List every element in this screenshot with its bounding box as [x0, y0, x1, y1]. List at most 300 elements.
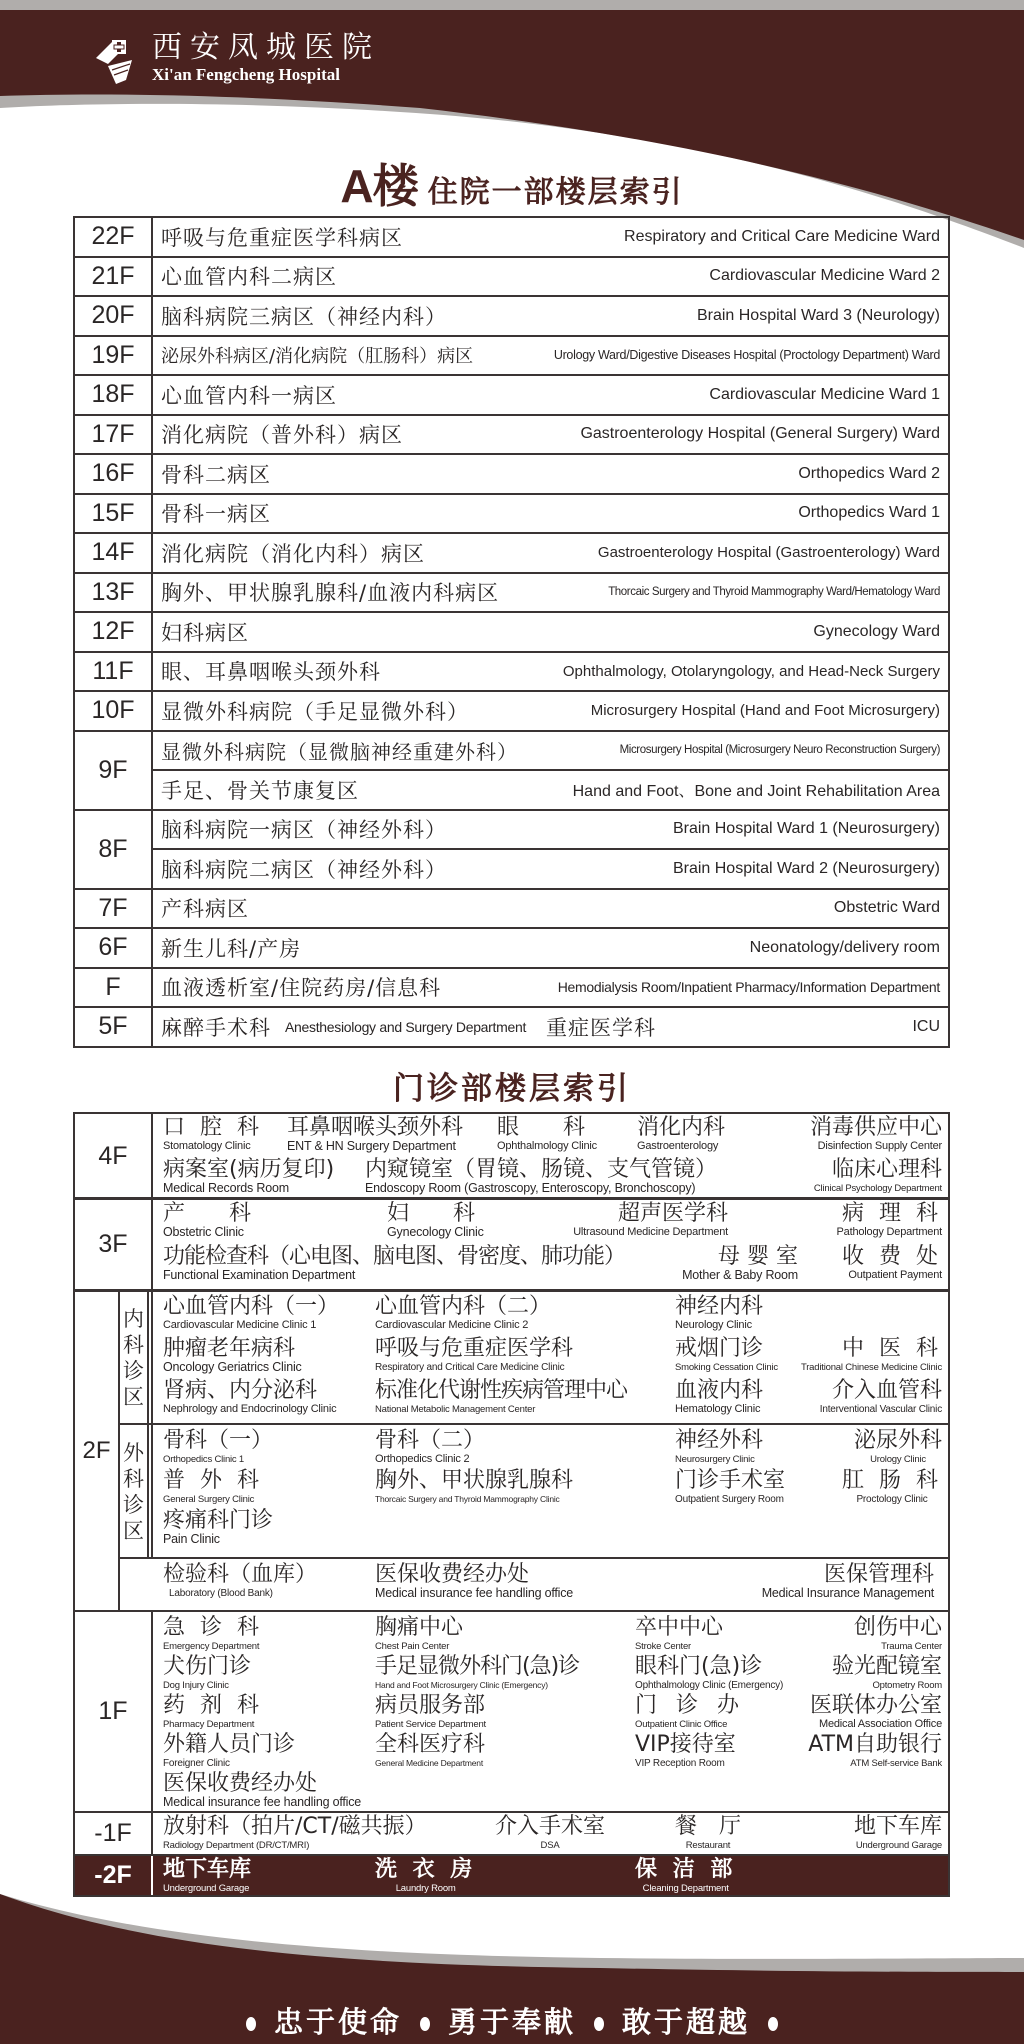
department — [375, 1655, 579, 1692]
department — [832, 1655, 942, 1692]
dept-en: Trauma Center — [881, 1641, 942, 1652]
department — [675, 1469, 785, 1506]
floor-row — [74, 849, 949, 889]
department — [375, 1379, 627, 1416]
dept-en: Hand and Foot Microsurgery Clinic (Emergency) — [375, 1680, 548, 1690]
department — [762, 1563, 934, 1600]
floor-row — [74, 810, 949, 850]
floor-block-b1 — [73, 1811, 950, 1856]
ward-cn: 脑科病院一病区（神经外科） — [161, 818, 447, 843]
dept-cn: 眼科门(急)诊 — [635, 1654, 763, 1679]
inpatient-subtitle: 住院一部楼层索引 — [427, 175, 684, 210]
dept-en: Outpatient Clinic Office — [635, 1719, 728, 1730]
floor-number: 20F — [74, 296, 152, 336]
floor-row — [74, 968, 949, 1008]
dept-en: Endoscopy Room (Gastroscopy, Enteroscopy, Bronchoscopy) — [365, 1181, 696, 1195]
department — [635, 1616, 723, 1653]
dept-cn: 血液内科 — [675, 1378, 764, 1403]
department — [675, 1815, 741, 1852]
ward-en: Cardiovascular Medicine Ward 2 — [709, 267, 940, 285]
dept-cn: 外籍人员门诊 — [163, 1732, 296, 1757]
dept-en: Medical insurance fee handling office — [163, 1795, 362, 1809]
ward-cn: 消化病院（普外科）病区 — [161, 423, 403, 448]
department — [163, 1563, 317, 1600]
slogan-item: 勇于奉献 — [447, 2005, 576, 2039]
dept-en: Ophthalmology Clinic — [497, 1140, 597, 1152]
dept-cn: 超声医学科 — [617, 1201, 728, 1226]
department — [163, 1337, 302, 1374]
divider — [120, 1557, 948, 1559]
floor-number: 10F — [74, 691, 152, 731]
ward-en: Respiratory and Critical Care Medicine Ward — [624, 227, 940, 245]
ward-en: Ophthalmology, Otolaryngology, and Head-Neck Surgery — [562, 662, 940, 680]
department — [375, 1469, 573, 1506]
dept-en: Nephrology and Endocrinology Clinic — [163, 1403, 337, 1415]
dept-en: Orthopedics Clinic 1 — [163, 1454, 245, 1465]
dept-en: Thorcaic Surgery and Thyroid Mammography Clinic — [375, 1494, 560, 1504]
floor-number: 2F — [75, 1291, 120, 1610]
floor-row — [74, 652, 949, 692]
floor-number: 16F — [74, 454, 152, 494]
dept-cn: 急 诊 科 — [163, 1615, 263, 1640]
dept-en: Ophthalmology Clinic (Emergency) — [635, 1680, 784, 1691]
dept-en: Pain Clinic — [163, 1532, 220, 1546]
dept-cn: 药 剂 科 — [163, 1693, 263, 1718]
ward-en: Thorcaic Surgery and Thyroid Mammography Ward/Hematology Ward — [608, 586, 940, 599]
floor-row — [74, 533, 949, 573]
dept-cn: 胸外、甲状腺乳腺科 — [375, 1468, 574, 1493]
floor-block-3f — [73, 1197, 950, 1292]
floor-row — [74, 691, 949, 731]
dept-cn: 检验科（血库） — [163, 1562, 318, 1587]
dept-cn: 心血管内科（二） — [375, 1294, 552, 1319]
floor-row — [74, 612, 949, 652]
ward-cn: 显微外科病院（手足显微外科） — [161, 699, 469, 724]
ward-en: Microsurgery Hospital (Hand and Foot Microsurgery) — [590, 702, 940, 720]
ward-cn: 消化病院（消化内科）病区 — [161, 541, 425, 566]
floor-number: 9F — [74, 731, 152, 810]
dept-en: Pharmacy Department — [163, 1719, 255, 1730]
department — [387, 1202, 484, 1239]
dept-en: Medical Insurance Management — [761, 1586, 934, 1600]
ward-cn: 心血管内科一病区 — [161, 383, 337, 408]
dept-en: Functional Examination Department — [163, 1268, 356, 1282]
dept-cn: 手足显微外科门(急)诊 — [375, 1654, 580, 1679]
dept-en: Laundry Room — [395, 1883, 456, 1894]
department — [163, 1616, 263, 1653]
department — [163, 1655, 251, 1692]
ward-cn: 脑科病院二病区（神经外科） — [161, 857, 447, 882]
ward-en: Anesthesiology and Surgery Department — [285, 1018, 527, 1035]
dept-en: Medical insurance fee handling office — [375, 1586, 574, 1600]
hospital-hands-cross-icon — [88, 30, 144, 86]
ward-cn: 显微外科病院（显微脑神经重建外科） — [161, 739, 518, 764]
dept-cn: 犬伤门诊 — [163, 1654, 252, 1679]
dept-en: Outpatient Payment — [848, 1269, 942, 1281]
ward-cn: 麻醉手术科 — [161, 1015, 271, 1040]
dept-cn: 耳鼻咽喉头颈外科 — [287, 1115, 464, 1140]
dept-en: National Metabolic Management Center — [375, 1404, 536, 1415]
ward-en: Microsurgery Hospital (Microsurgery Neuro Reconstruction Surgery) — [619, 744, 940, 757]
floor-row — [74, 257, 949, 297]
floor-row — [74, 454, 949, 494]
ward-en: Gynecology Ward — [813, 622, 940, 640]
department — [163, 1469, 263, 1506]
ward-cn: 脑科病院三病区（神经内科） — [161, 304, 447, 329]
dept-en: Outpatient Surgery Room — [675, 1494, 784, 1505]
floor-number: 13F — [74, 573, 152, 613]
department — [497, 1116, 597, 1153]
ward-en: Brain Hospital Ward 3 (Neurology) — [696, 306, 940, 324]
dept-en: Pathology Department — [836, 1226, 942, 1238]
dept-en: VIP Reception Room — [635, 1758, 725, 1769]
dept-en: Stroke Center — [635, 1641, 692, 1652]
dept-cn: 内窥镜室（胃镜、肠镜、支气管镜） — [365, 1157, 718, 1182]
floor-number: F — [74, 968, 152, 1008]
department — [801, 1337, 942, 1374]
ward-en: Brain Hospital Ward 1 (Neurosurgery) — [672, 820, 940, 838]
floor-block-4f — [73, 1112, 950, 1200]
dept-cn: 全科医疗科 — [375, 1732, 486, 1757]
ward-cn: 骨科二病区 — [161, 462, 271, 487]
divider — [120, 1423, 948, 1425]
floor-number: 17F — [74, 415, 152, 455]
floor-number: -2F — [75, 1856, 153, 1895]
department — [635, 1655, 783, 1692]
dept-cn: 门 诊 办 — [635, 1693, 745, 1718]
dept-cn: 心血管内科（一） — [163, 1294, 340, 1319]
floor-row — [74, 296, 949, 336]
dept-en: Patient Service Department — [375, 1719, 486, 1730]
dept-en: Cardiovascular Medicine Clinic 1 — [163, 1319, 317, 1331]
ward-en: Urology Ward/Digestive Diseases Hospital (Proctology Department) Ward — [553, 348, 940, 363]
dept-cn: 神经内科 — [675, 1294, 764, 1319]
dept-cn: 医保收费经办处 — [375, 1562, 530, 1587]
dept-cn: 肛 肠 科 — [842, 1468, 942, 1493]
dept-cn: 放射科（拍片/CT/磁共振） — [163, 1814, 427, 1839]
ward-cn: 泌尿外科病区/消化病院（肛肠科）病区 — [161, 346, 474, 368]
dept-en: Gastroenterology — [637, 1140, 719, 1152]
dept-en: Restaurant — [685, 1840, 731, 1851]
department — [163, 1733, 295, 1770]
ward-en: Neonatology/delivery room — [749, 938, 940, 956]
department — [675, 1429, 763, 1466]
dept-cn: 眼 科 — [497, 1115, 586, 1140]
dept-cn: 门诊手术室 — [675, 1468, 786, 1493]
dept-cn: 产 科 — [163, 1201, 252, 1226]
floor-number: 14F — [74, 533, 152, 573]
hospital-logo — [88, 30, 380, 86]
floor-row — [74, 928, 949, 968]
dept-en: Laboratory (Blood Bank) — [169, 1588, 273, 1599]
dept-cn: 肿瘤老年病科 — [163, 1336, 296, 1361]
dept-en: Smoking Cessation Clinic — [675, 1362, 778, 1373]
inpatient-floor-table — [73, 216, 950, 1048]
department — [163, 1509, 273, 1546]
dept-cn: 消化内科 — [637, 1115, 726, 1140]
floor-row — [74, 770, 949, 810]
dept-cn: 医联体办公室 — [809, 1693, 942, 1718]
department — [163, 1858, 251, 1895]
dept-cn: 介入血管科 — [831, 1378, 942, 1403]
department — [375, 1337, 573, 1374]
department — [842, 1245, 942, 1282]
ward-cn: 胸外、甲状腺乳腺科/血液内科病区 — [161, 581, 500, 606]
department — [675, 1295, 763, 1332]
floor-number: -1F — [75, 1813, 153, 1854]
dept-cn: 保 洁 部 — [635, 1857, 737, 1882]
department — [837, 1202, 942, 1239]
department — [375, 1429, 485, 1466]
department — [287, 1116, 463, 1153]
slogan-item: 敢于超越 — [622, 2005, 751, 2039]
department — [635, 1858, 736, 1895]
dept-cn: 骨科（一） — [163, 1428, 274, 1453]
dept-en: Medical Records Room — [163, 1181, 289, 1195]
dept-en: Mother & Baby Room — [682, 1268, 798, 1282]
dept-en: General Surgery Clinic — [163, 1494, 255, 1505]
dept-en: Emergency Department — [163, 1641, 260, 1652]
dept-cn: 临床心理科 — [831, 1157, 942, 1182]
dept-cn: 母 婴 室 — [718, 1244, 798, 1269]
dept-cn: 中 医 科 — [842, 1336, 942, 1361]
department — [495, 1815, 605, 1852]
floor-block-2f — [73, 1289, 950, 1612]
inpatient-title — [0, 150, 1024, 216]
ward-cn: 心血管内科二病区 — [161, 265, 337, 290]
outpatient-title: 门诊部楼层索引 — [393, 1071, 631, 1107]
dept-en: DSA — [540, 1840, 560, 1851]
dept-cn: 功能检查科（心电图、脑电图、骨密度、肺功能） — [163, 1244, 626, 1269]
dept-en: Radiology Department (DR/CT/MRI) — [163, 1840, 310, 1851]
department — [375, 1858, 476, 1895]
ward-en: Obstetric Ward — [833, 899, 940, 917]
department — [163, 1295, 339, 1332]
floor-row — [74, 336, 949, 376]
dept-en: Underground Garage — [163, 1883, 250, 1894]
floor-row — [74, 415, 949, 455]
bullet-icon — [594, 2017, 604, 2031]
floor-number: 8F — [74, 810, 152, 889]
department — [163, 1116, 263, 1153]
department — [375, 1616, 463, 1653]
dept-en: Traditional Chinese Medicine Clinic — [800, 1362, 942, 1373]
ward-cn: 新生儿科/产房 — [161, 936, 302, 961]
dept-cn: 验光配镜室 — [831, 1654, 942, 1679]
dept-cn: 消毒供应中心 — [809, 1115, 942, 1140]
floor-number: 3F — [75, 1199, 153, 1290]
floor-number: 21F — [74, 257, 152, 297]
floor-number: 12F — [74, 612, 152, 652]
floor-number: 11F — [74, 652, 152, 692]
dept-en: Disinfection Supply Center — [817, 1140, 942, 1152]
dept-en: Hematology Clinic — [675, 1403, 761, 1415]
department — [635, 1694, 745, 1731]
dept-cn: 医保收费经办处 — [163, 1771, 318, 1796]
ward-en: Gastroenterology Hospital (General Surgery) Ward — [580, 425, 940, 443]
dept-en: ATM Self-service Bank — [850, 1758, 942, 1769]
department — [814, 1158, 942, 1195]
department — [854, 1616, 942, 1653]
dept-en: Proctology Clinic — [856, 1494, 928, 1505]
dept-cn: 创伤中心 — [853, 1615, 942, 1640]
dept-cn: 口 腔 科 — [163, 1115, 263, 1140]
ward-cn: 手足、骨关节康复区 — [161, 778, 359, 803]
dept-cn: 呼吸与危重症医学科 — [375, 1336, 574, 1361]
ward-en: Orthopedics Ward 1 — [798, 504, 940, 522]
dept-cn: 泌尿外科 — [853, 1428, 942, 1453]
department — [637, 1116, 725, 1153]
internal-medicine-zone-label: 内 科 诊 区 — [120, 1291, 149, 1425]
dept-cn: 神经外科 — [675, 1428, 764, 1453]
department — [842, 1469, 942, 1506]
department — [810, 1116, 942, 1153]
dept-cn: 标准化代谢性疾病管理中心 — [375, 1378, 628, 1403]
floor-row — [74, 1007, 949, 1047]
dept-en: Optometry Room — [872, 1680, 942, 1691]
department — [810, 1694, 942, 1731]
dept-en: Stomatology Clinic — [163, 1140, 251, 1152]
dept-en: Neurosurgery Clinic — [675, 1454, 755, 1465]
dept-en: Cleaning Department — [642, 1883, 729, 1894]
department — [854, 1429, 942, 1466]
department — [675, 1379, 763, 1416]
dept-cn: 病案室(病历复印) — [163, 1157, 335, 1182]
dept-cn: 介入手术室 — [495, 1814, 606, 1839]
floor-row — [74, 889, 949, 929]
department — [163, 1158, 334, 1195]
dept-cn: 餐 厅 — [675, 1814, 742, 1839]
dept-en: Chest Pain Center — [375, 1641, 450, 1652]
ward-en: Gastroenterology Hospital (Gastroenterology) Ward — [597, 544, 940, 562]
department — [635, 1733, 736, 1770]
dept-en: General Medicine Department — [375, 1758, 483, 1768]
department — [163, 1694, 263, 1731]
department — [573, 1202, 728, 1239]
department — [163, 1245, 625, 1282]
dept-en: Ultrasound Medicine Department — [573, 1226, 728, 1238]
surgical-zone-label: 外 科 诊 区 — [120, 1425, 149, 1559]
dept-en: Medical Association Office — [819, 1718, 942, 1730]
building-label: A楼 — [340, 160, 418, 212]
ward-en: ICU — [912, 1017, 940, 1035]
dept-cn: VIP接待室 — [635, 1732, 736, 1757]
department — [854, 1815, 942, 1852]
dept-en: Interventional Vascular Clinic — [819, 1404, 942, 1415]
department — [375, 1694, 486, 1731]
department — [682, 1245, 798, 1282]
dept-en: Underground Garage — [855, 1840, 942, 1851]
dept-cn: 医保管理科 — [823, 1562, 934, 1587]
dept-cn: 普 外 科 — [163, 1468, 263, 1493]
dept-en: Neurology Clinic — [675, 1319, 752, 1331]
floor-block-b2 — [73, 1854, 950, 1897]
dept-cn: 洗 衣 房 — [375, 1857, 477, 1882]
floor-row — [74, 573, 949, 613]
department — [163, 1772, 361, 1809]
ward-cn: 产科病区 — [161, 897, 249, 922]
dept-en: Urology Clinic — [870, 1454, 926, 1465]
floor-number: 5F — [74, 1007, 152, 1047]
ward-cn: 重症医学科 — [546, 1015, 657, 1040]
dept-cn: 病员服务部 — [375, 1693, 486, 1718]
dept-cn: 戒烟门诊 — [675, 1336, 764, 1361]
dept-cn: 地下车库 — [853, 1814, 942, 1839]
hospital-name-cn: 西安凤城医院 — [152, 30, 380, 65]
bullet-icon — [246, 2017, 256, 2031]
ward-en: Brain Hospital Ward 2 (Neurosurgery) — [672, 859, 940, 877]
floor-number: 1F — [75, 1612, 153, 1811]
ward-cn: 血液透析室/住院药房/信息科 — [161, 976, 442, 1001]
dept-cn: ATM自助银行 — [808, 1732, 942, 1757]
floor-row — [74, 217, 949, 257]
floor-row — [74, 731, 949, 771]
dept-cn: 卒中中心 — [635, 1615, 724, 1640]
department — [375, 1733, 485, 1770]
ward-en: Hand and Foot、Bone and Joint Rehabilitation Area — [572, 783, 940, 801]
floor-number: 7F — [74, 889, 152, 929]
department — [375, 1295, 551, 1332]
ward-cn: 妇科病区 — [161, 620, 249, 645]
floor-row — [74, 375, 949, 415]
department — [675, 1337, 778, 1374]
dept-en: Dog Injury Clinic — [163, 1680, 229, 1691]
floor-row — [74, 494, 949, 534]
floor-block-1f — [73, 1610, 950, 1813]
department — [808, 1733, 942, 1770]
floor-number: 19F — [74, 336, 152, 376]
ward-cn: 眼、耳鼻咽喉头颈外科 — [161, 660, 381, 685]
department — [163, 1202, 251, 1239]
department — [375, 1563, 573, 1600]
dept-en: Respiratory and Critical Care Medicine Clinic — [375, 1362, 565, 1373]
bullet-icon — [420, 2017, 430, 2031]
dept-cn: 疼痛科门诊 — [163, 1508, 274, 1533]
floor-number: 15F — [74, 494, 152, 534]
bullet-icon — [768, 2017, 778, 2031]
dept-cn: 病 理 科 — [842, 1201, 942, 1226]
ward-en: Hemodialysis Room/Inpatient Pharmacy/Information Department — [557, 979, 940, 996]
dept-en: Foreigner Clinic — [163, 1758, 230, 1769]
hospital-name-en: Xi'an Fengcheng Hospital — [152, 65, 340, 84]
dept-en: Obstetric Clinic — [163, 1225, 244, 1239]
floor-number: 6F — [74, 928, 152, 968]
department — [163, 1379, 336, 1416]
dept-cn: 妇 科 — [387, 1201, 476, 1226]
ward-cn: 呼吸与危重症医学科病区 — [161, 225, 403, 250]
dept-en: ENT & HN Surgery Department — [287, 1139, 456, 1153]
ward-en: Orthopedics Ward 2 — [798, 464, 940, 482]
ward-en: Cardiovascular Medicine Ward 1 — [709, 385, 940, 403]
dept-en: Gynecology Clinic — [387, 1225, 484, 1239]
department — [365, 1158, 717, 1195]
dept-cn: 胸痛中心 — [375, 1615, 464, 1640]
dept-en: Orthopedics Clinic 2 — [375, 1453, 470, 1465]
floor-number: 18F — [74, 375, 152, 415]
dept-en: Cardiovascular Medicine Clinic 2 — [375, 1319, 529, 1331]
dept-en: Clinical Psychology Department — [813, 1183, 942, 1194]
dept-cn: 骨科（二） — [375, 1428, 486, 1453]
ward-cn: 骨科一病区 — [161, 502, 271, 527]
slogan-item: 忠于使命 — [273, 2005, 402, 2039]
dept-cn: 肾病、内分泌科 — [163, 1378, 318, 1403]
hospital-slogan — [0, 2000, 1024, 2041]
dept-en: Oncology Geriatrics Clinic — [163, 1360, 302, 1374]
department — [820, 1379, 942, 1416]
department — [163, 1815, 427, 1852]
dept-cn: 地下车库 — [163, 1857, 252, 1882]
divider — [151, 1291, 153, 1559]
